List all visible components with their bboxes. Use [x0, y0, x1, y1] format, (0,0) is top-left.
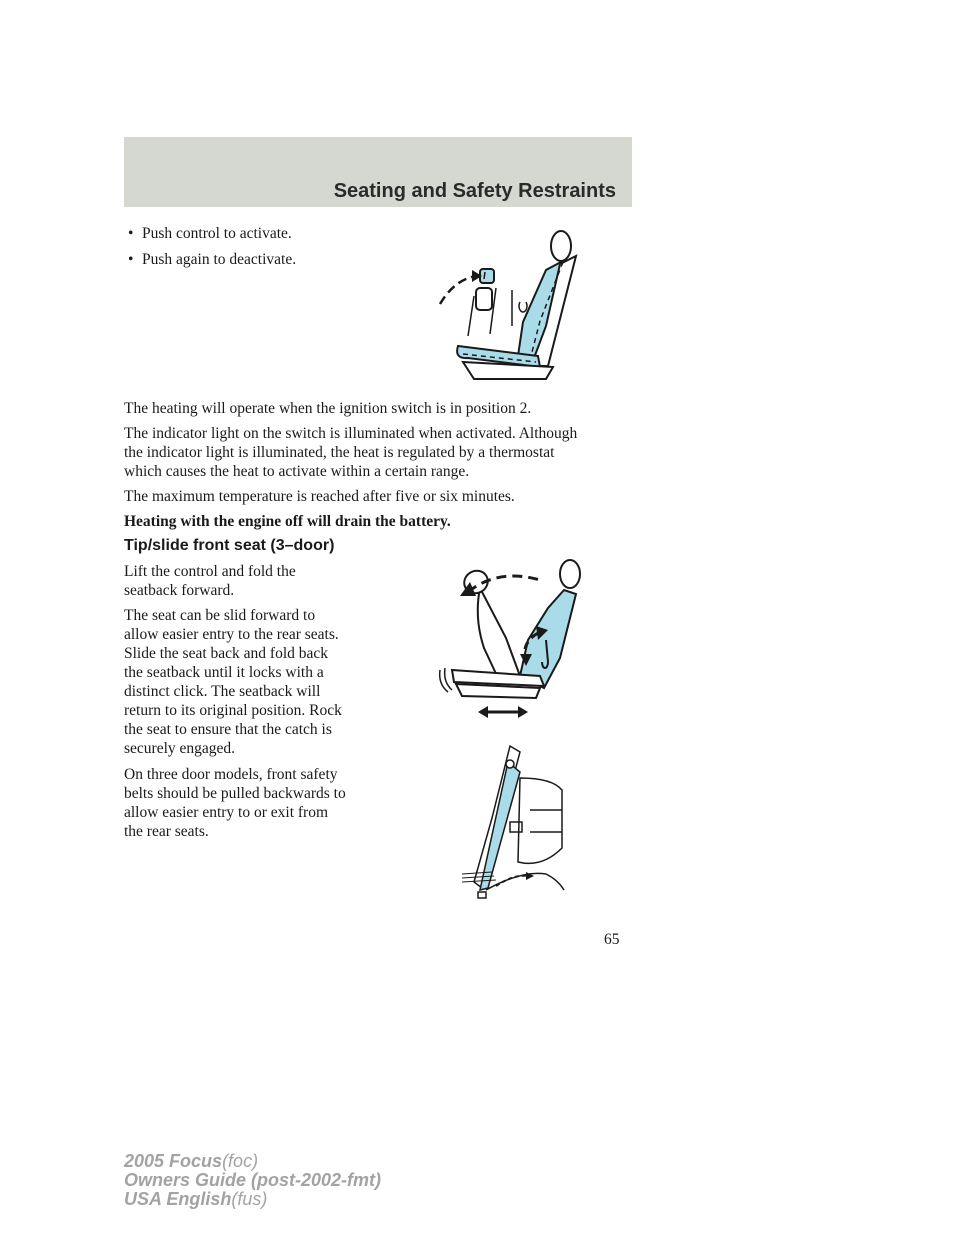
body-paragraph-line: Slide the seat back and fold back [124, 645, 329, 662]
body-paragraph-line: the seat to ensure that the catch is [124, 721, 332, 738]
list-item: • Push control to activate. [128, 225, 292, 242]
footer-language: USA English [124, 1189, 232, 1209]
tip-slide-seat-illustration [436, 558, 596, 724]
list-item: • Push again to deactivate. [128, 251, 297, 268]
heated-seat-illustration [428, 226, 598, 386]
body-paragraph-line: the rear seats. [124, 823, 209, 840]
warning-text: Heating with the engine off will drain the battery. [124, 513, 451, 530]
page-title: Seating and Safety Restraints [333, 180, 616, 202]
body-paragraph-line: belts should be pulled backwards to [124, 785, 346, 802]
body-paragraph-line: On three door models, front safety [124, 766, 338, 783]
footer-language-code: (fus) [231, 1189, 268, 1209]
body-paragraph-line: allow easier entry to the rear seats. [124, 626, 339, 643]
body-paragraph: The heating will operate when the ignition switch is in position 2. [124, 400, 532, 417]
section-heading: Tip/slide front seat (3–door) [124, 537, 335, 554]
footer-guide: Owners Guide (post-2002-fmt) [124, 1170, 382, 1190]
body-paragraph-line: allow easier entry to or exit from [124, 804, 329, 821]
body-paragraph-line: The seat can be slid forward to [124, 607, 316, 624]
body-paragraph: The maximum temperature is reached after five or six minutes. [124, 488, 515, 505]
seat-belt-illustration [462, 738, 568, 904]
footer-model: 2005 Focus [124, 1151, 223, 1171]
body-paragraph-line: Lift the control and fold the [124, 563, 296, 580]
page-number: 65 [604, 931, 620, 948]
body-paragraph-line: the seatback until it locks with a [124, 664, 324, 681]
footer-model-code: (foc) [222, 1151, 259, 1171]
body-paragraph-line: which causes the heat to activate within a certain range. [124, 463, 470, 480]
body-paragraph-line: seatback forward. [124, 582, 235, 599]
footer-info [124, 1152, 381, 1209]
body-paragraph-line: the indicator light is illuminated, the heat is regulated by a thermostat [124, 444, 555, 461]
body-paragraph-line: return to its original position. Rock [124, 702, 342, 719]
body-paragraph-line: securely engaged. [124, 740, 236, 757]
body-paragraph-line: distinct click. The seatback will [124, 683, 321, 700]
body-paragraph-line: The indicator light on the switch is illuminated when activated. Although [124, 425, 578, 442]
header-band [124, 137, 632, 207]
